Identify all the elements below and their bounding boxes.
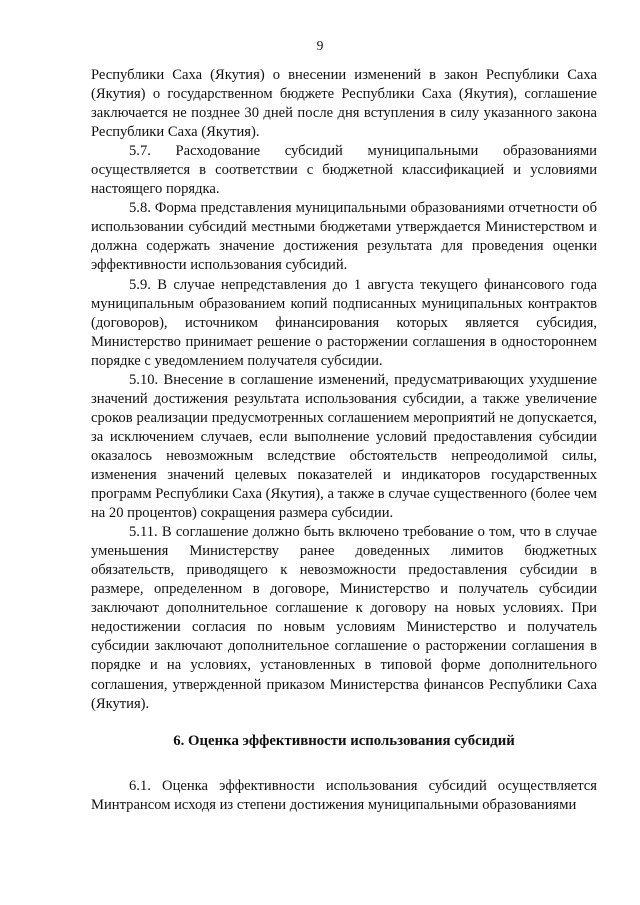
- paragraph-5-11: 5.11. В соглашение должно быть включено требование о том, что в случае уменьшения Министерству ранее доведенных лимитов бюджетных обязательств, приводящего к невозможности предоставления субсидии в размере, определенном в договоре, Министерство и получатель субсидии заключают дополнительное соглашение к договору на новых условиях. При недостижении согласия по новым условиям Министерство и получатель субсидии заключают дополнительное соглашение о расторжении соглашения в порядке и на условиях, установленных в типовой форме дополнительного соглашения, утвержденной приказом Министерства финансов Республики Саха (Якутия).: [91, 524, 597, 712]
- page-content: [91, 66, 597, 815]
- paragraph-5-8: 5.8. Форма представления муниципальными образованиями отчетности об использовании субсидий местными бюджетами утверждается Министерством и должна содержать значение достижения результата для проведения оценки эффективности использования субсидий.: [91, 200, 597, 274]
- section-heading: 6. Оценка эффективности использования субсидий: [173, 732, 515, 749]
- paragraph-continuation: Республики Саха (Якутия) о внесении изменений в закон Республики Саха (Якутия) о государственном бюджете Республики Саха (Якутия), соглашение заключается не позднее 30 дней после дня вступления в силу указанного закона Республики Саха (Якутия).: [91, 67, 597, 141]
- paragraph-6-1: 6.1. Оценка эффективности использования субсидий осуществляется Минтрансом исходя из степени достижения муниципальными образованиями: [91, 777, 597, 813]
- paragraph-5-10: 5.10. Внесение в соглашение изменений, предусматривающих ухудшение значений достижения результата использования субсидии, а также увеличение сроков реализации предусмотренных соглашением мероприятий не допускается, за исключением случаев, если выполнение условий предоставления субсидии оказалось невозможным вследствие обстоятельств непреодолимой силы, изменения значений целевых показателей и индикаторов государственных программ Республики Саха (Якутия), а также в случае существенного (более чем на 20 процентов) сокращения размера субсидии.: [91, 371, 597, 522]
- page-number: 9: [316, 38, 324, 53]
- paragraph-5-7: 5.7. Расходование субсидий муниципальными образованиями осуществляется в соответствии с бюджетной классификацией и условиями настоящего порядка.: [91, 143, 597, 198]
- paragraph-5-9: 5.9. В случае непредставления до 1 августа текущего финансового года муниципальным образованием копий подписанных муниципальных контрактов (договоров), источником финансирования которых является субсидия, Министерство принимает решение о расторжении соглашения в одностороннем порядке с уведомлением получателя субсидии.: [91, 276, 597, 369]
